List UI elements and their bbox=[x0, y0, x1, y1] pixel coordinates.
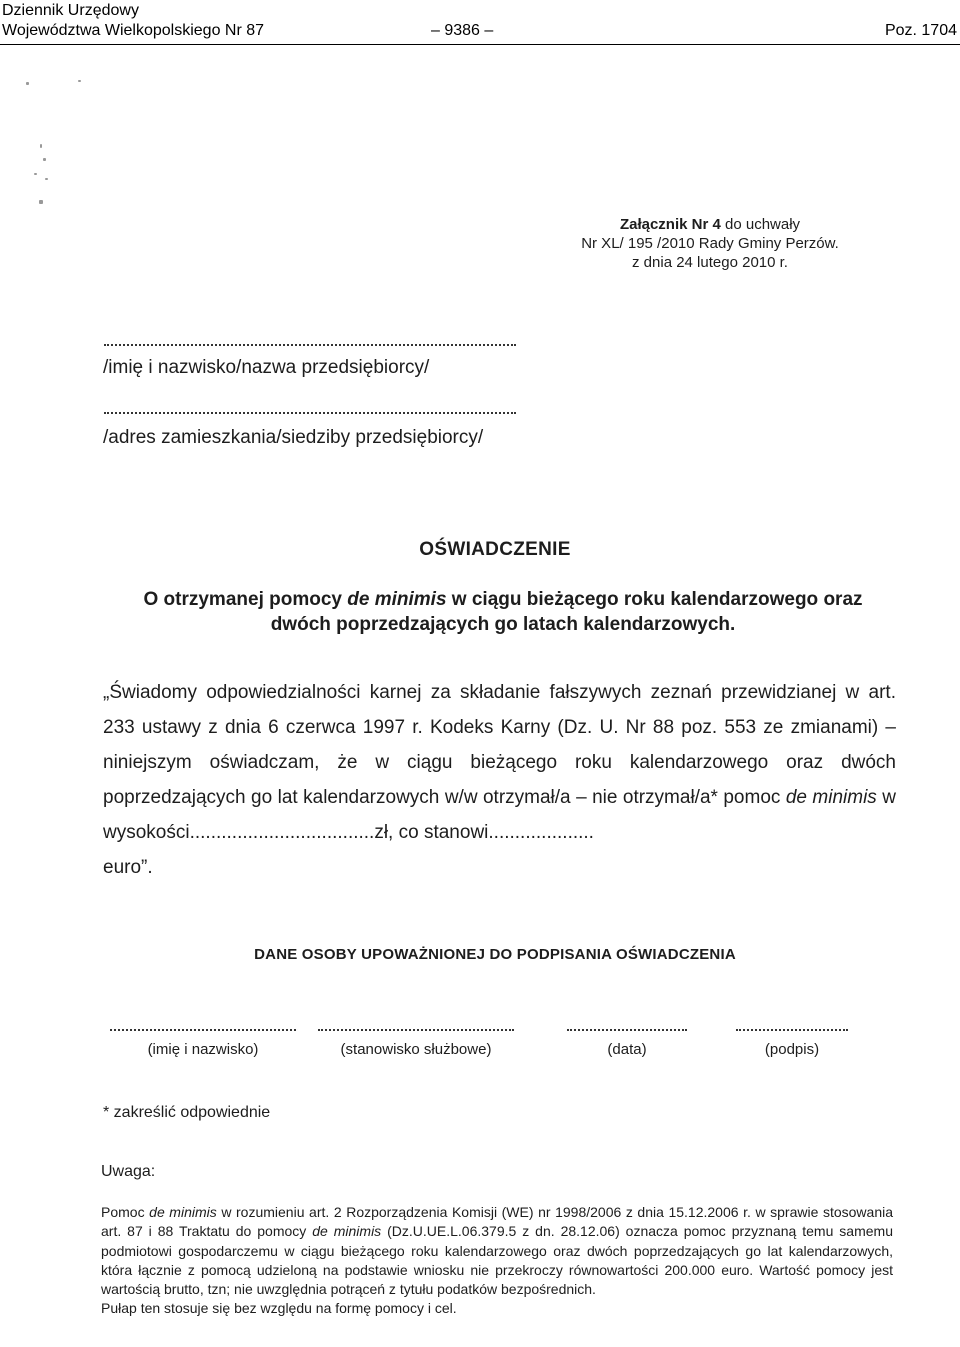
annex-label-suffix: do uchwały bbox=[720, 216, 801, 233]
signature-field-position: (stanowisko służbowe) bbox=[315, 1029, 517, 1058]
document-subtitle: O otrzymanej pomocy de minimis w ciągu bieżącego roku kalendarzowego oraz dwóch poprzedzających go latach kalendarzowych. bbox=[143, 589, 863, 635]
signature-field-name: (imię i nazwisko) bbox=[108, 1029, 298, 1058]
note-heading: Uwaga: bbox=[101, 1163, 156, 1180]
scanned-page bbox=[0, 46, 960, 1347]
name-dotted-line bbox=[104, 344, 516, 346]
signature-section-title: DANE OSOBY UPOWAŻNIONEJ DO PODPISANIA OŚWIADCZENIA bbox=[254, 946, 736, 963]
annex-resolution: Nr XL/ 195 /2010 Rady Gminy Perzów. bbox=[581, 235, 839, 252]
address-caption: /adres zamieszkania/siedziby przedsiębiorcy/ bbox=[103, 427, 484, 448]
signature-field-date: (data) bbox=[562, 1029, 692, 1058]
journal-header bbox=[0, 0, 960, 45]
signature-field-signature: (podpis) bbox=[730, 1029, 854, 1058]
declaration-euro: euro”. bbox=[103, 857, 153, 878]
note-limit: Pułap ten stosuje się bez względu na formę pomocy i cel. bbox=[101, 1300, 457, 1317]
declaration-paragraph: „Świadomy odpowiedzialności karnej za składanie fałszywych zeznań przewidzianej w art. 233 ustawy z dnia 6 czerwca 1997 r. Kodeks Karny (Dz. U. Nr 88 poz. 553 ze zmianami) – niniejszym oświadczam, że w ciągu bieżącego roku kalendarzowego oraz dwóch poprzedzających go lat kalendarzowych w/w otrzymał/a – nie otrzymał/a* pomoc de minimis w wysokości...................................zł, co stanowi.................... euro”. bbox=[103, 682, 896, 878]
annex-reference bbox=[560, 215, 860, 272]
note-text: Pomoc de minimis w rozumieniu art. 2 Rozporządzenia Komisji (WE) nr 1998/2006 z dnia 15.12.2006 r. w sprawie stosowania art. 87 i 88 Traktatu do pomocy de minimis (Dz.U.UE.L.06.379.5 z dn. 28.12.06) oznacza pomoc przyznaną temu samemu podmiotowi gospodarczemu w ciągu bieżącego roku kalendarzowego oraz dwóch poprzedzających go lat kalendarzowych, która łącznie z pomocą udzieloną na podstawie wniosku nie przekroczy równowartości 200.000 euro. Wartość pomocy jest wartością brutto, tzn; nie uwzględnia potrąceń z tytułu podatków bezpośrednich. Pułap ten stosuje się bez względu na formę pomocy i cel. bbox=[101, 1204, 894, 1317]
address-dotted-line bbox=[104, 412, 516, 414]
journal-subtitle: Województwa Wielkopolskiego Nr 87 bbox=[2, 22, 265, 39]
document-title: OŚWIADCZENIE bbox=[419, 539, 571, 560]
annex-date: z dnia 24 lutego 2010 r. bbox=[632, 254, 788, 271]
page-number: – 9386 – bbox=[431, 22, 494, 39]
annex-label: Załącznik Nr 4 bbox=[619, 216, 721, 233]
position-number: Poz. 1704 bbox=[884, 22, 957, 39]
footnote: * zakreślić odpowiednie bbox=[103, 1104, 271, 1121]
name-caption: /imię i nazwisko/nazwa przedsiębiorcy/ bbox=[103, 357, 430, 378]
journal-title: Dziennik Urzędowy bbox=[2, 2, 139, 19]
